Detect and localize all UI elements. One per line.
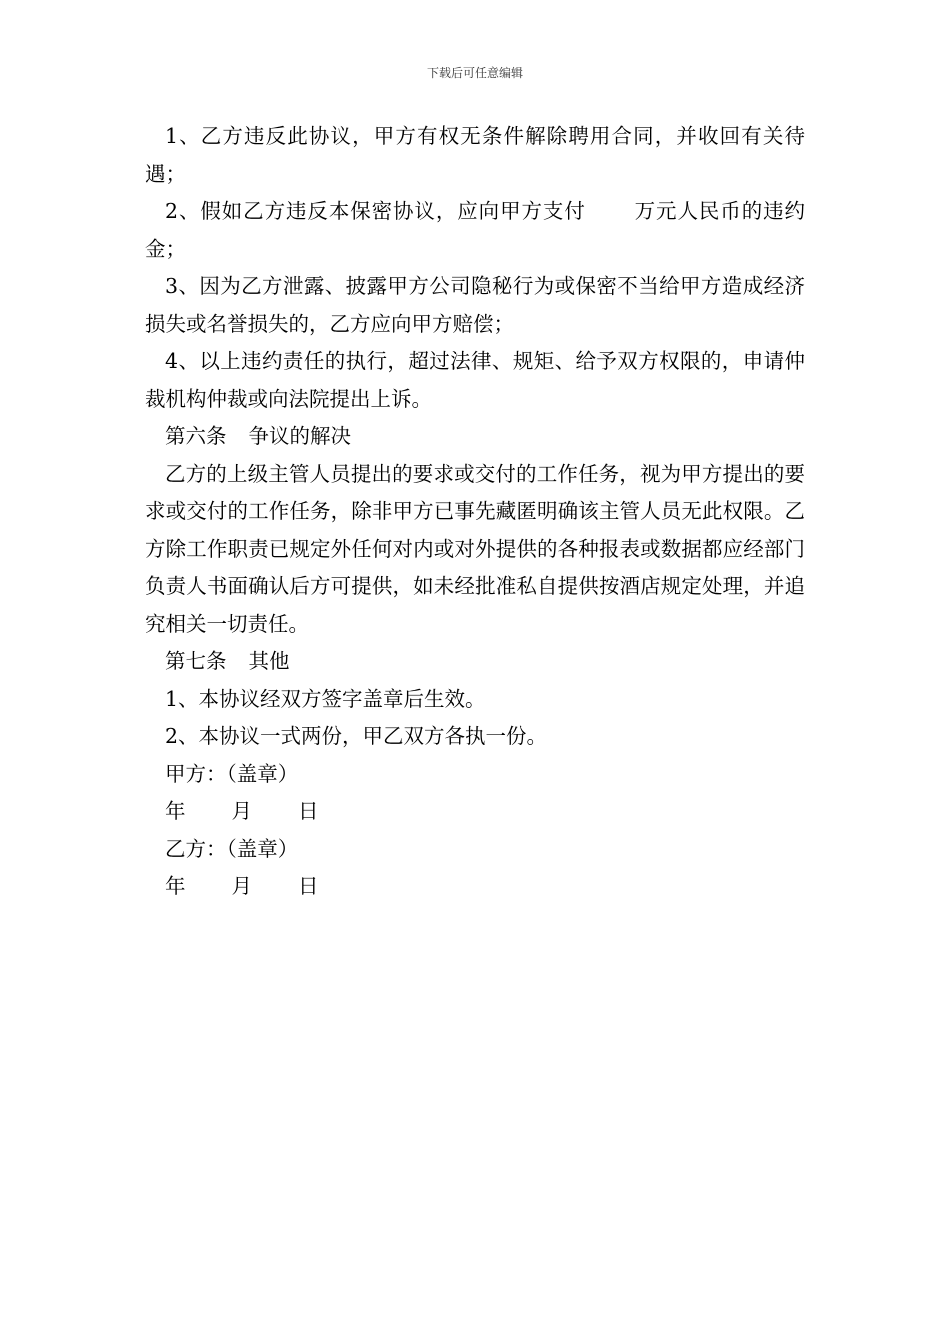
article-6-body: 乙方的上级主管人员提出的要求或交付的工作任务，视为甲方提出的要求或交付的工作任务，除非甲方已事先藏匿明确该主管人员无此权限。乙方除工作职责已规定外任何对内或对外提供的各种报表或数据都应经部门负责人书面确认后方可提供，如未经批准私自提供按酒店规定处理，并追究相关一切责任。 <box>145 461 805 636</box>
article-7-number: 第七条 <box>165 649 227 673</box>
article-7-heading <box>145 643 805 681</box>
article-6-title: 争议的解决 <box>248 424 351 448</box>
date-year: 年 <box>165 799 186 823</box>
clause-1: 1、乙方违反此协议，甲方有权无条件解除聘用合同，并收回有关待遇； <box>145 124 805 186</box>
article-6-number: 第六条 <box>165 424 227 448</box>
party-b-date <box>145 868 805 906</box>
date-month: 月 <box>231 874 252 898</box>
page-header: 下载后可任意编辑 <box>426 66 523 80</box>
article-7-item-2: 2、本协议一式两份，甲乙双方各执一份。 <box>165 724 548 748</box>
date-day: 日 <box>298 874 319 898</box>
date-day: 日 <box>298 799 319 823</box>
party-b-signature: 乙方：（盖章） <box>165 836 299 861</box>
clause-4: 4、以上违约责任的执行，超过法律、规矩、给予双方权限的，申请仲裁机构仲裁或向法院提出上诉。 <box>145 349 805 411</box>
date-month: 月 <box>231 799 252 823</box>
article-7-title: 其他 <box>248 649 290 673</box>
article-7-item-1: 1、本协议经双方签字盖章后生效。 <box>165 686 486 711</box>
date-year: 年 <box>165 874 186 898</box>
party-a-signature: 甲方：（盖章） <box>165 761 299 786</box>
party-a-date <box>145 793 805 831</box>
clause-2 <box>145 193 805 268</box>
clause-2-before: 2、假如乙方违反本保密协议，应向甲方支付 <box>165 199 586 223</box>
clause-3: 3、因为乙方泄露、披露甲方公司隐秘行为或保密不当给甲方造成经济损失或名誉损失的，乙方应向甲方赔偿； <box>145 274 805 336</box>
document-body <box>145 118 805 906</box>
clause-2-after: 万元人民币的违约金； <box>145 199 806 261</box>
article-6-heading <box>145 418 805 456</box>
